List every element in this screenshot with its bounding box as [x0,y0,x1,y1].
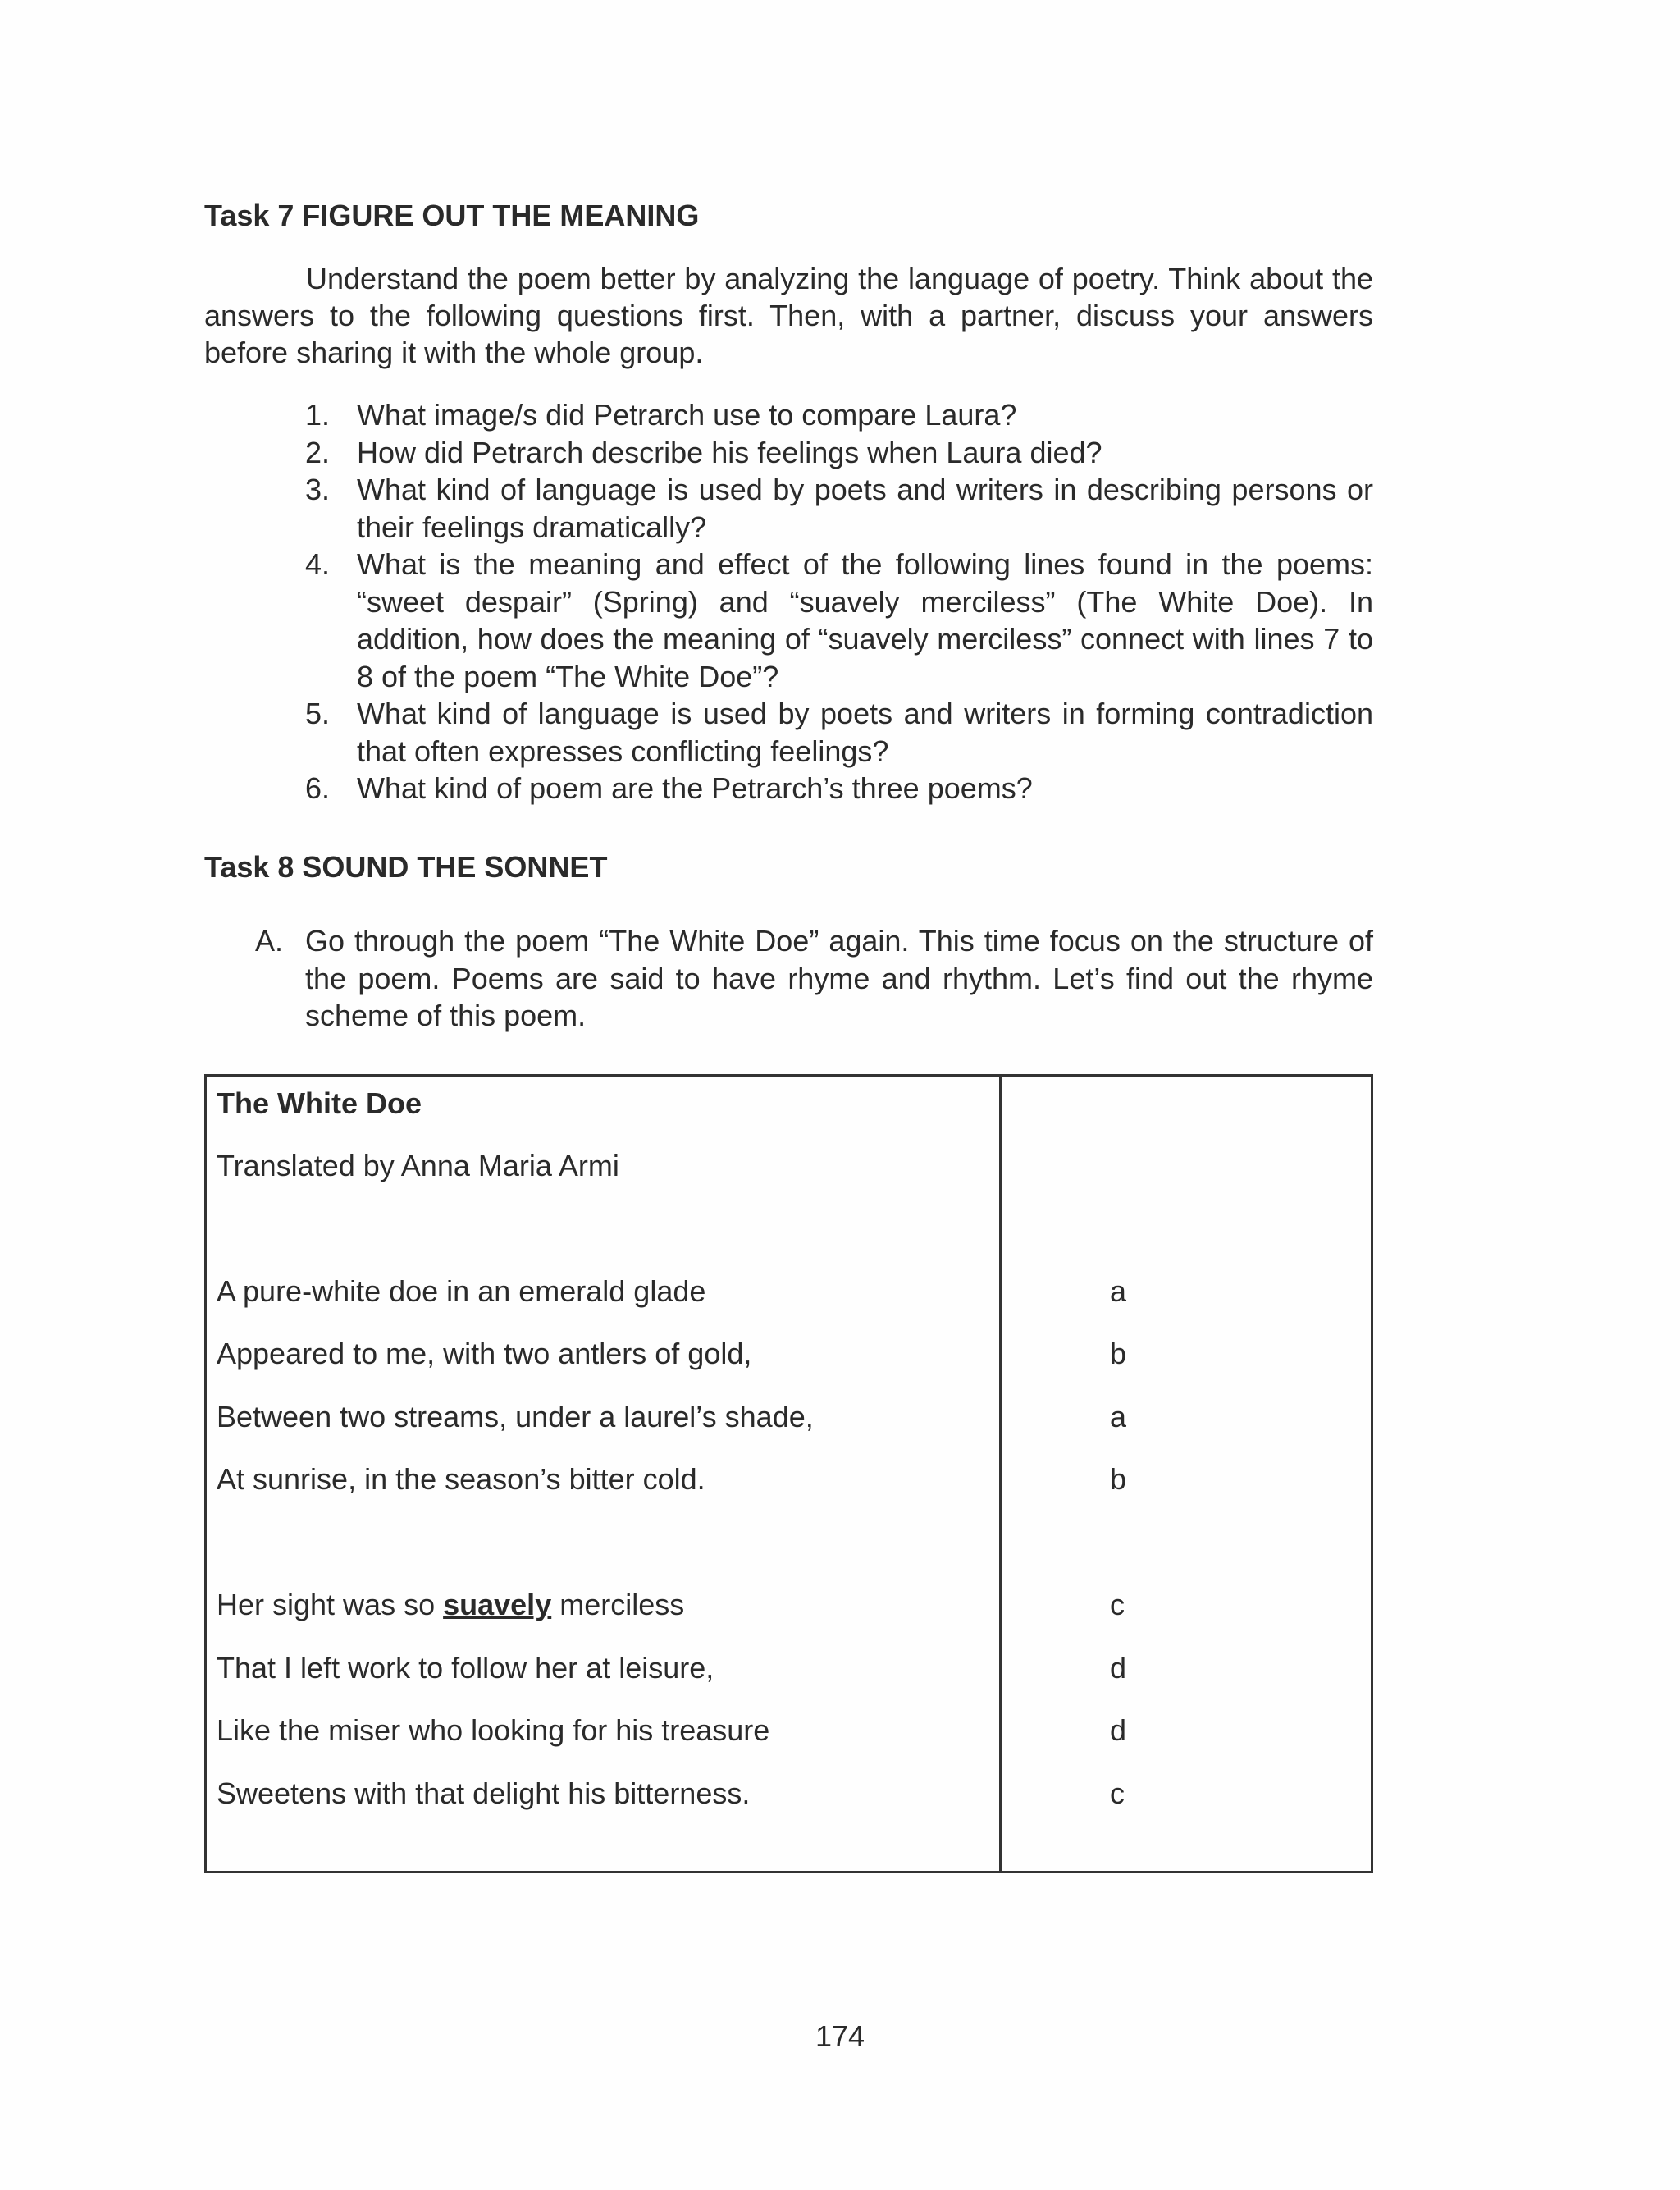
question-text: What kind of language is used by poets and writers in forming contradiction that often expresses conflicting feelings? [357,697,1373,768]
question-item [204,396,1373,434]
question-text: What kind of language is used by poets and writers in describing persons or their feelings dramatically? [357,473,1373,544]
item-a-text: Go through the poem “The White Doe” again. This time focus on the structure of the poem. Poems are said to have rhyme and rhythm. Let’s find out the rhyme scheme of this poem. [305,924,1373,1032]
task8-item-a [204,922,1373,1035]
rhyme-letter: b [1110,1462,1127,1496]
question-number: 3. [305,473,331,506]
emphasized-word: suavely [443,1588,552,1621]
rhyme-letter: b [1110,1337,1127,1370]
task7-intro [204,260,1373,371]
rhyme-letter: c [1110,1588,1125,1621]
task7-heading: Task 7 FIGURE OUT THE MEANING [204,199,700,232]
table-column-divider [999,1077,1002,1871]
poem-line: Between two streams, under a laurel’s shade, [217,1400,814,1433]
question-item [204,546,1373,695]
question-text: What is the meaning and effect of the following lines found in the poems: “sweet despair” (Spring) and “suavely merciless” (The White Doe). In addition, how does the meaning of “suavely merciless” connect with lines 7 to 8 of the poem “The White Doe”? [357,547,1373,693]
poem-line: Appeared to me, with two antlers of gold, [217,1337,752,1370]
poem-line: That I left work to follow her at leisure, [217,1651,714,1685]
question-item [204,695,1373,770]
task7-intro-text: Understand the poem better by analyzing the language of poetry. Think about the answers to the following questions first. Then, with a partner, discuss your answers before sharing it with the whole group. [204,262,1373,369]
question-number: 2. [305,435,331,469]
task7-question-list [204,396,1373,807]
question-number: 5. [305,697,331,730]
question-item [204,770,1373,807]
poem-line: Like the miser who looking for his treasure [217,1713,770,1747]
question-text: What image/s did Petrarch use to compare Laura? [357,398,1017,432]
question-number: 4. [305,547,331,581]
page-number: 174 [815,2019,865,2053]
task8-heading: Task 8 SOUND THE SONNET [204,850,608,884]
poem-title: The White Doe [217,1086,422,1120]
poem-translator: Translated by Anna Maria Armi [217,1149,619,1182]
question-item [204,434,1373,472]
question-text: What kind of poem are the Petrarch’s three poems? [357,771,1033,805]
poem-line-text: merciless [551,1588,685,1621]
poem-line: At sunrise, in the season’s bitter cold. [217,1462,705,1496]
poem-line-text: Her sight was so [217,1588,444,1621]
item-letter: A. [255,924,284,958]
question-number: 1. [305,398,331,432]
question-item [204,471,1373,546]
question-text: How did Petrarch describe his feelings when Laura died? [357,435,1102,469]
poem-line: Sweetens with that delight his bitterness. [217,1776,751,1810]
rhyme-letter: c [1110,1776,1125,1810]
poem-rhyme-table [204,1074,1373,1873]
rhyme-letter: d [1110,1651,1127,1685]
poem-line: A pure-white doe in an emerald glade [217,1274,706,1308]
question-number: 6. [305,771,331,805]
poem-line [217,1587,684,1623]
rhyme-letter: a [1110,1274,1127,1308]
rhyme-letter: d [1110,1713,1127,1747]
rhyme-letter: a [1110,1400,1127,1433]
